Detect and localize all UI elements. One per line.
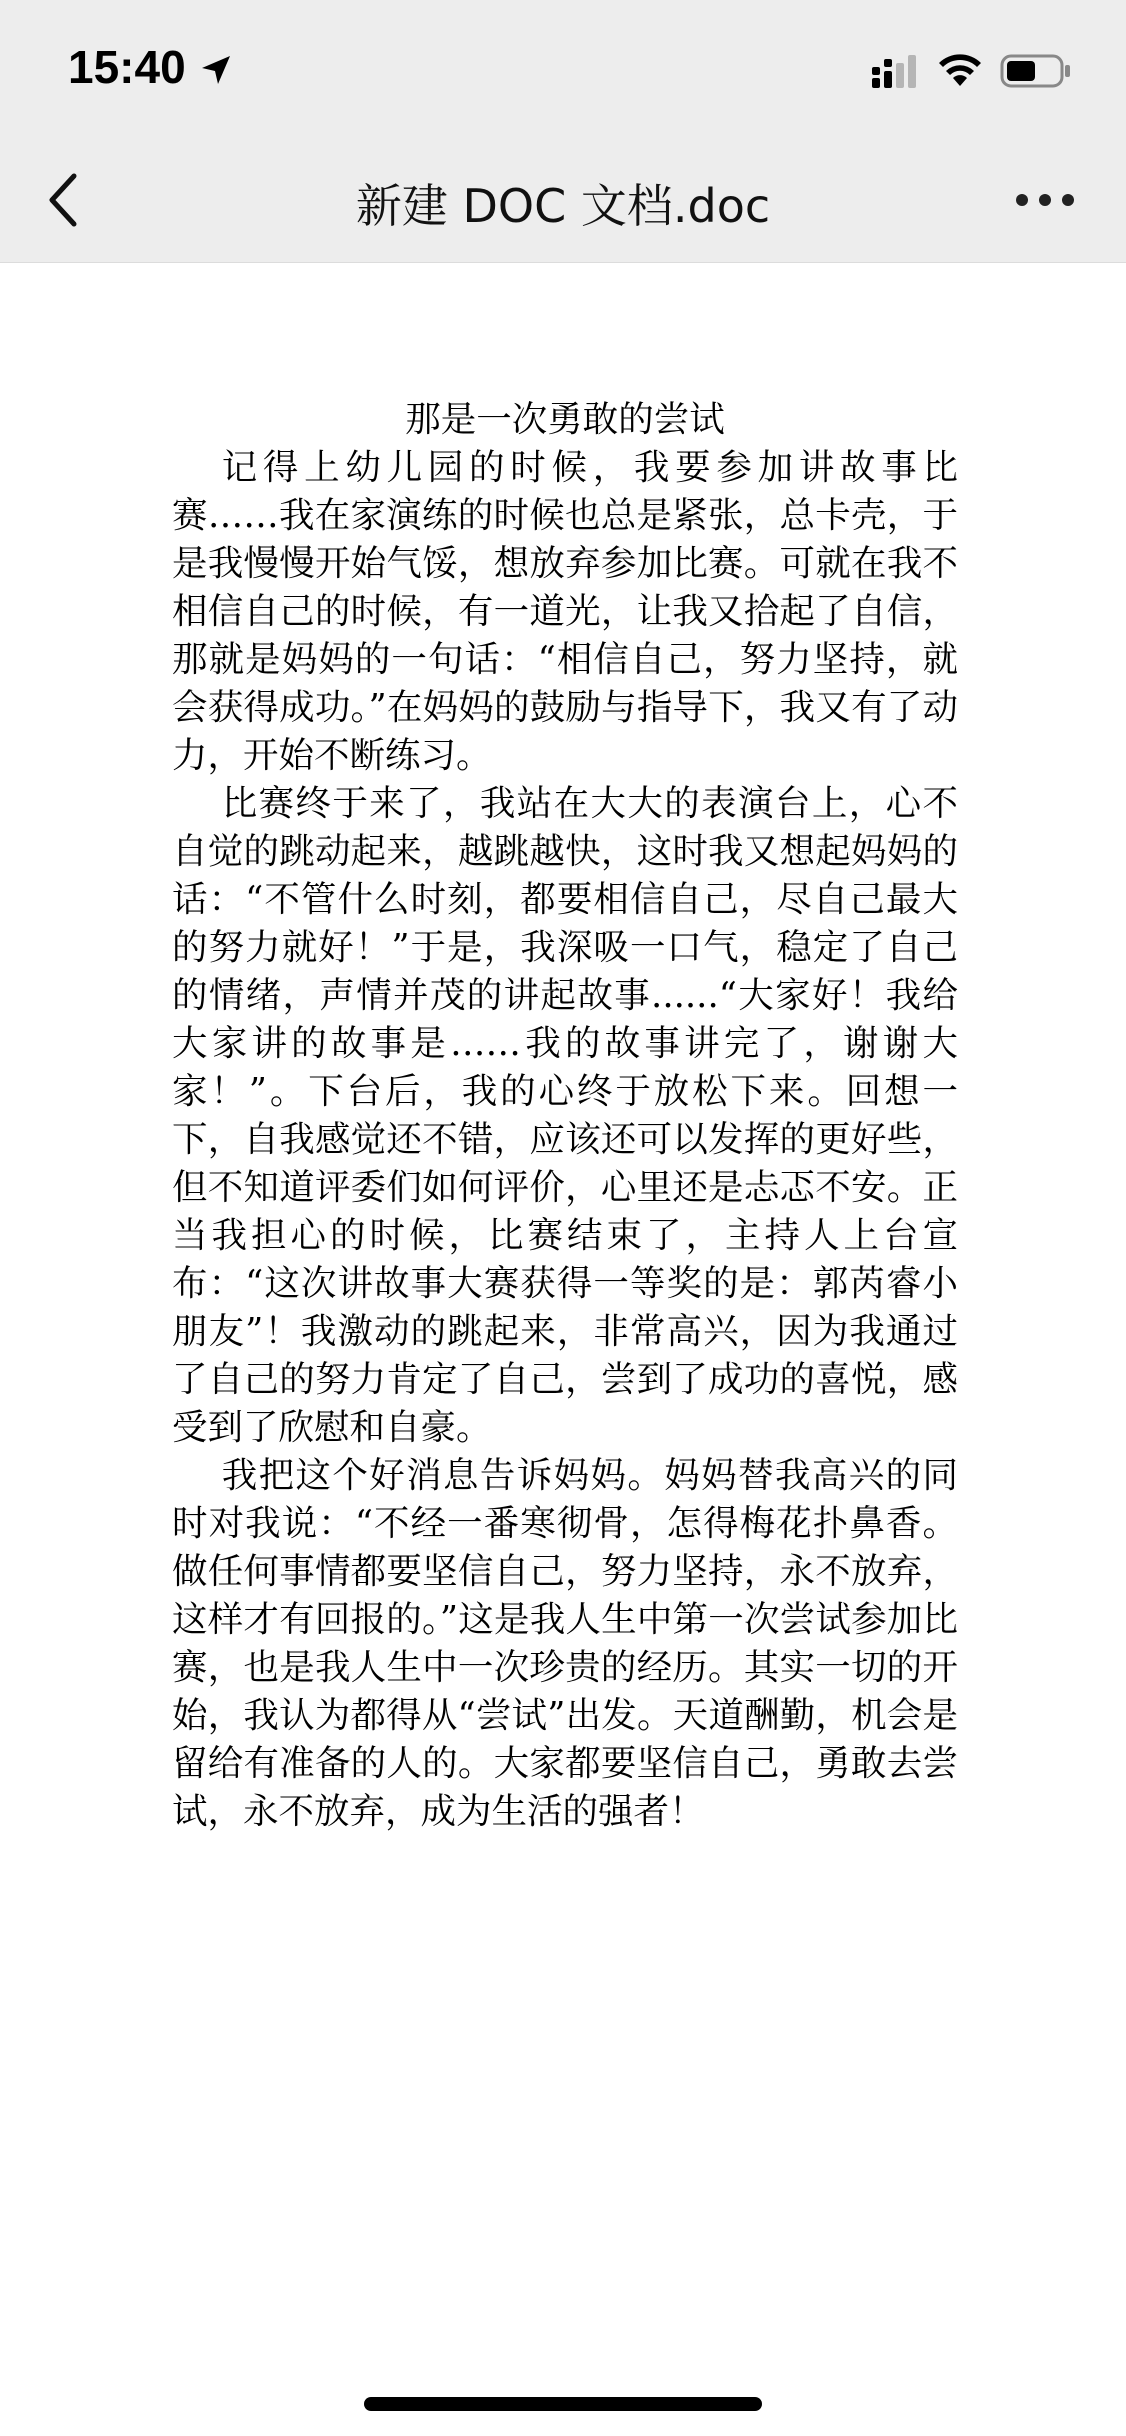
paragraph-1: 记得上幼儿园的时候，我要参加讲故事比赛……我在家演练的时候也总是紧张，总卡壳，于是我慢慢开始气馁，想放弃参加比赛。可就在我不相信自己的时候，有一道光，让我又拾起了自信，那就是妈妈的一句话：“相信自己，努力坚持，就会获得成功。”在妈妈的鼓励与指导下，我又有了动力，开始不断练习。 — [172, 447, 958, 776]
top-bar — [0, 0, 1126, 263]
document-title-header: 新建 DOC 文档.doc — [355, 179, 771, 233]
status-time: 15:40 — [68, 41, 186, 93]
back-chevron-icon — [46, 172, 78, 228]
home-indicator[interactable] — [364, 2397, 762, 2411]
document-body — [172, 396, 958, 1836]
location-arrow-icon — [198, 52, 234, 88]
back-button[interactable] — [30, 160, 94, 240]
paragraph-3: 我把这个好消息告诉妈妈。妈妈替我高兴的同时对我说：“不经一番寒彻骨，怎得梅花扑鼻香。做任何事情都要坚信自己，努力坚持，永不放弃，这样才有回报的。”这是我人生中第一次尝试参加比赛，也是我人生中一次珍贵的经历。其实一切的开始，我认为都得从“尝试”出发。天道酬勤，机会是留给有准备的人的。大家都要坚信自己，勇敢去尝试，永不放弃，成为生活的强者！ — [172, 1455, 958, 1832]
wifi-icon — [936, 50, 984, 90]
more-button[interactable] — [1000, 170, 1090, 230]
signal-icon — [872, 54, 918, 90]
more-dots-icon — [1015, 193, 1075, 207]
nav-bar — [0, 140, 1126, 262]
status-bar — [0, 0, 1126, 140]
battery-icon — [1000, 52, 1072, 90]
paragraph-2: 比赛终于来了，我站在大大的表演台上，心不自觉的跳动起来，越跳越快，这时我又想起妈妈的话：“不管什么时刻，都要相信自己，尽自己最大的努力就好！”于是，我深吸一口气，稳定了自己的情绪，声情并茂的讲起故事......“大家好！我给大家讲的故事是……我的故事讲完了，谢谢大家！”。下台后，我的心终于放松下来。回想一下，自我感觉还不错，应该还可以发挥的更好些，但不知道评委们如何评价，心里还是忐忑不安。正当我担心的时候，比赛结束了，主持人上台宣布：“这次讲故事大赛获得一等奖的是：郭芮睿小朋友”！我激动的跳起来，非常高兴，因为我通过了自己的努力肯定了自己，尝到了成功的喜悦，感受到了欣慰和自豪。 — [172, 783, 958, 1448]
essay-title: 那是一次勇敢的尝试 — [405, 399, 725, 440]
